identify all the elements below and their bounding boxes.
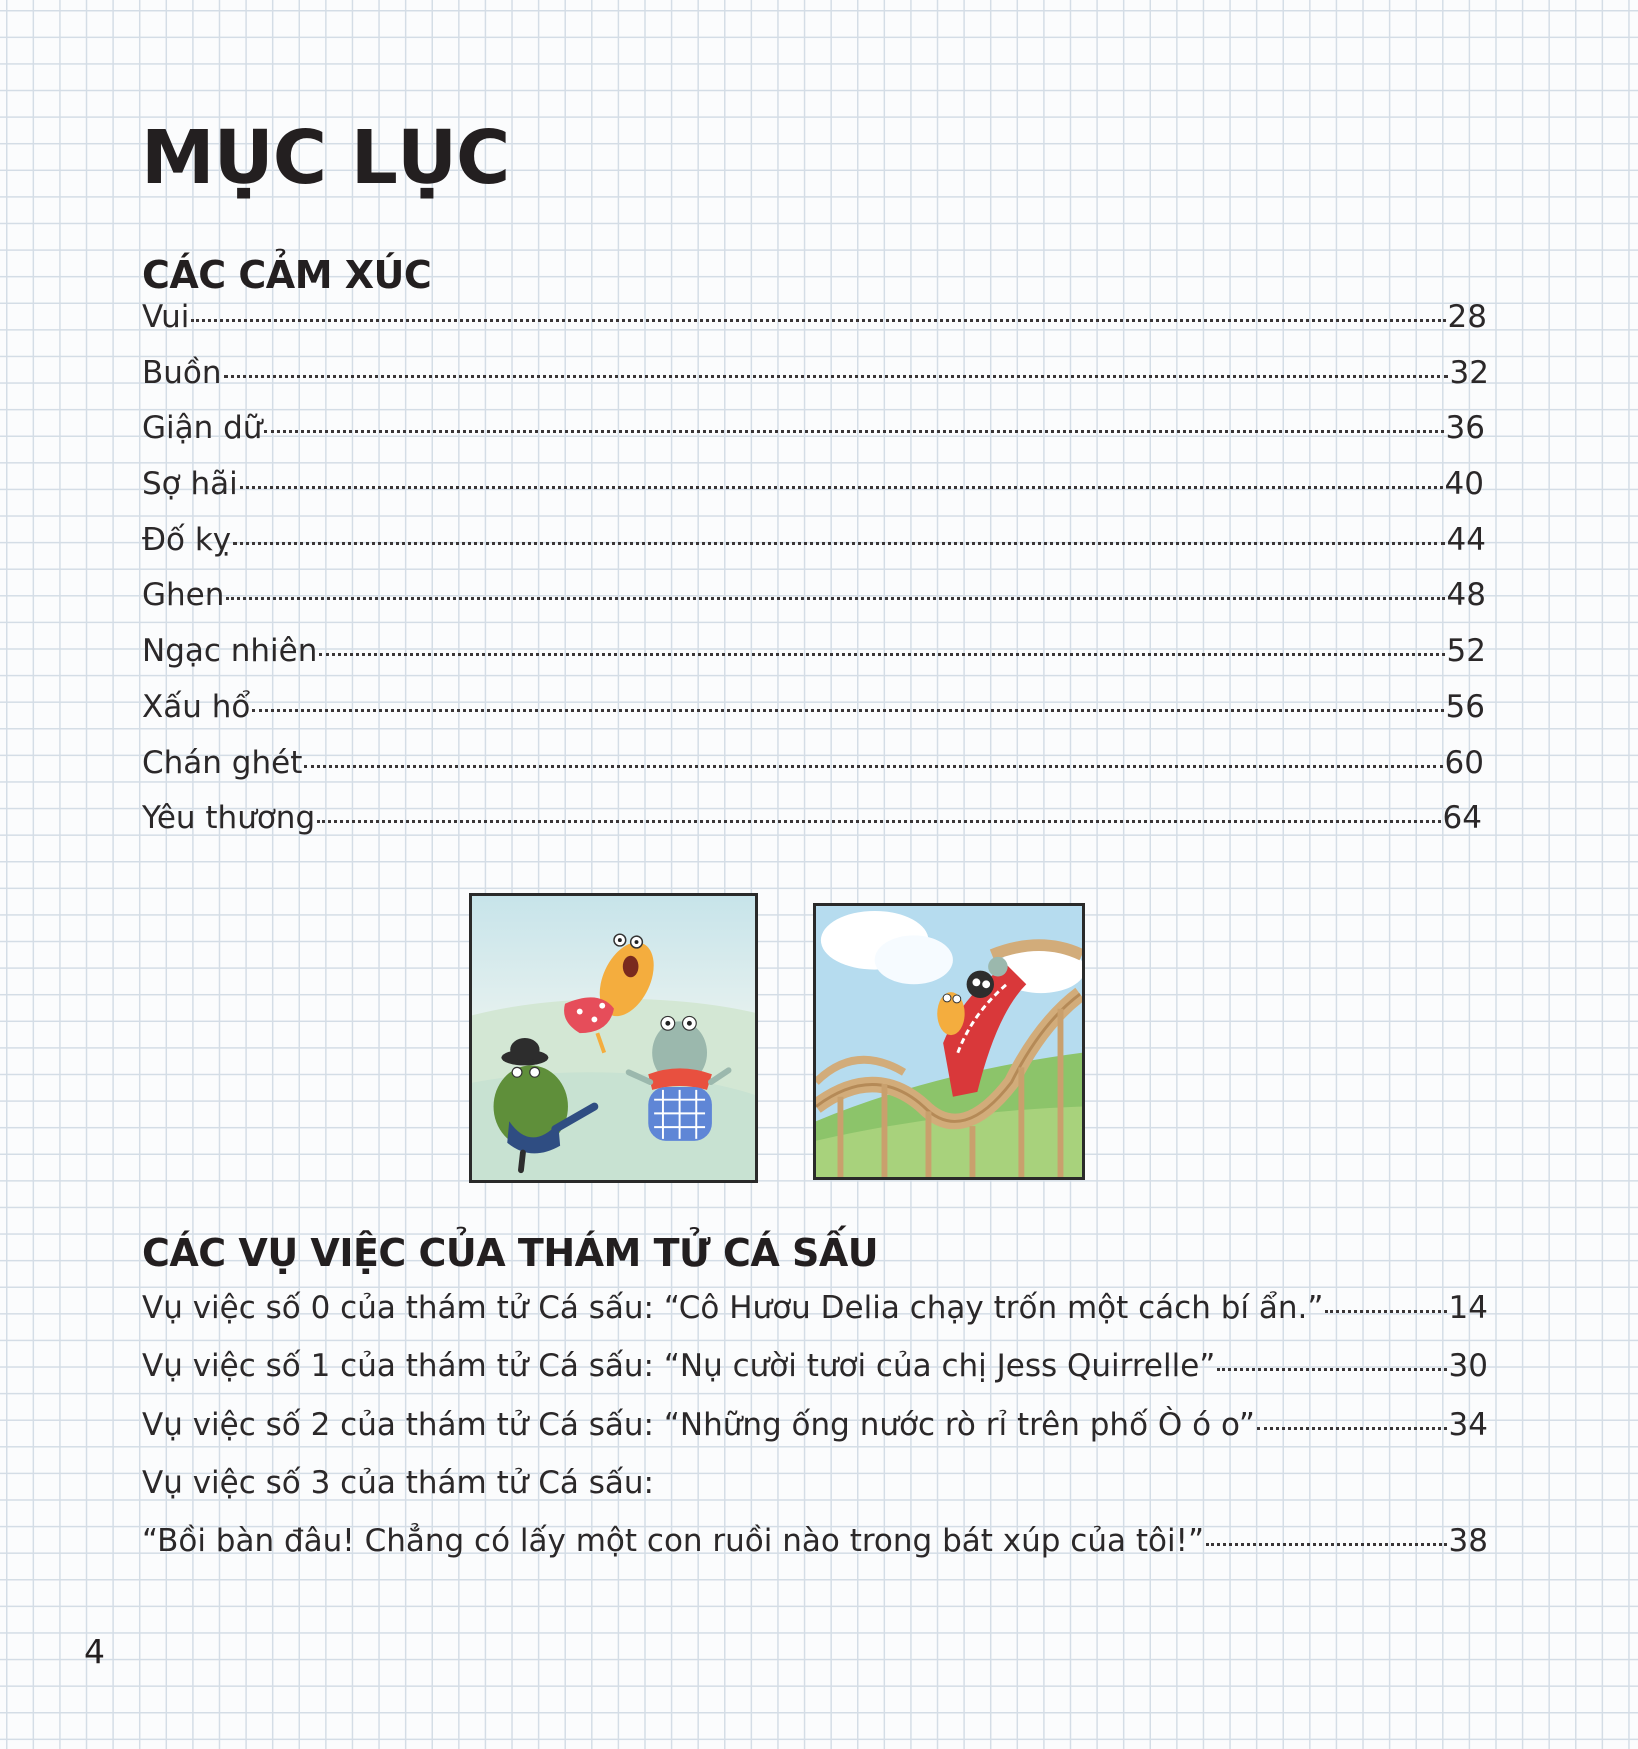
dot-leader [240,486,1443,489]
dot-leader [319,653,1444,656]
toc-entry-label: “Bồi bàn đâu! Chẳng có lấy một con ruồi nào trong bát xúp của tôi!” [142,1523,1205,1560]
toc-entry-yeu-thuong[interactable] [142,800,1482,856]
dancing-characters-illustration [469,893,758,1183]
toc-entry-label: Ngạc nhiên [142,633,318,670]
characters-dancing-icon [472,896,755,1180]
toc-entry-ghen[interactable] [142,577,1486,633]
toc-entry-label: Buồn [142,354,222,391]
dot-leader [191,319,1445,322]
page-title: MỤC LỤC [141,115,510,201]
toc-entry-chan-ghet[interactable] [142,745,1484,801]
emotions-toc-list [142,299,1487,856]
toc-entry-page: 28 [1447,299,1487,335]
toc-entry-page: 38 [1448,1523,1488,1560]
toc-entry-label: Sợ hãi [142,466,238,503]
cases-toc-list [142,1290,1488,1581]
toc-entry-page: 30 [1448,1348,1488,1385]
dot-leader [317,820,1440,823]
toc-entry-page: 48 [1446,577,1486,614]
toc-entry-case-2[interactable] [142,1407,1488,1465]
toc-entry-page: 34 [1448,1406,1488,1443]
toc-entry-case-1[interactable] [142,1348,1488,1406]
toc-entry-page: 44 [1446,521,1486,558]
toc-entry-page: 60 [1444,744,1484,781]
toc-entry-page: 52 [1446,633,1486,670]
toc-entry-page: 36 [1445,410,1485,447]
toc-entry-xau-ho[interactable] [142,689,1485,745]
toc-entry-label: Yêu thương [142,800,316,837]
dot-leader [264,430,1443,433]
dot-leader [224,375,1448,378]
toc-entry-page: 32 [1449,354,1489,391]
toc-entry-case-3-line-1[interactable] [142,1465,1488,1523]
toc-entry-case-0[interactable] [142,1290,1488,1348]
emotions-heading: CÁC CẢM XÚC [142,253,432,297]
toc-entry-page: 64 [1442,800,1482,837]
dot-leader [1217,1368,1446,1371]
toc-entry-page: 56 [1445,688,1485,725]
dot-leader [1206,1543,1447,1546]
toc-entry-label: Vụ việc số 1 của thám tử Cá sấu: “Nụ cười tươi của chị Jess Quirrelle” [142,1348,1216,1385]
toc-entry-label: Chán ghét [142,744,303,781]
toc-entry-label: Giận dữ [142,410,263,447]
toc-entry-case-3-line-2[interactable] [142,1523,1488,1581]
toc-entry-ngac-nhien[interactable] [142,633,1486,689]
dot-leader [1257,1427,1447,1430]
dot-leader [304,765,1442,768]
page-number: 4 [84,1632,105,1671]
toc-entry-label: Xấu hổ [142,688,251,725]
cases-heading: CÁC VỤ VIỆC CỦA THÁM TỬ CÁ SẤU [142,1231,879,1275]
toc-entry-label: Vụ việc số 0 của thám tử Cá sấu: “Cô Hươu Delia chạy trốn một cách bí ẩn.” [142,1290,1324,1326]
dot-leader [226,597,1444,600]
toc-entry-label: Vụ việc số 3 của thám tử Cá sấu: [142,1464,654,1501]
roller-coaster-icon [816,906,1082,1177]
toc-entry-label: Vụ việc số 2 của thám tử Cá sấu: “Những ống nước rò rỉ trên phố Ò ó o” [142,1406,1255,1443]
toc-entry-label: Vui [142,299,190,335]
dot-leader [1325,1310,1446,1313]
toc-entry-vui[interactable] [142,299,1487,355]
toc-entry-so-hai[interactable] [142,466,1484,522]
toc-entry-buon[interactable] [142,355,1489,411]
toc-entry-label: Đố kỵ [142,521,232,558]
roller-coaster-illustration [813,903,1085,1180]
dot-leader [233,542,1444,545]
toc-entry-page: 40 [1444,466,1484,503]
toc-entry-label: Ghen [142,577,225,614]
toc-entry-page: 14 [1448,1290,1488,1326]
toc-entry-gian-du[interactable] [142,410,1485,466]
toc-entry-do-ky[interactable] [142,522,1486,578]
dot-leader [252,709,1443,712]
